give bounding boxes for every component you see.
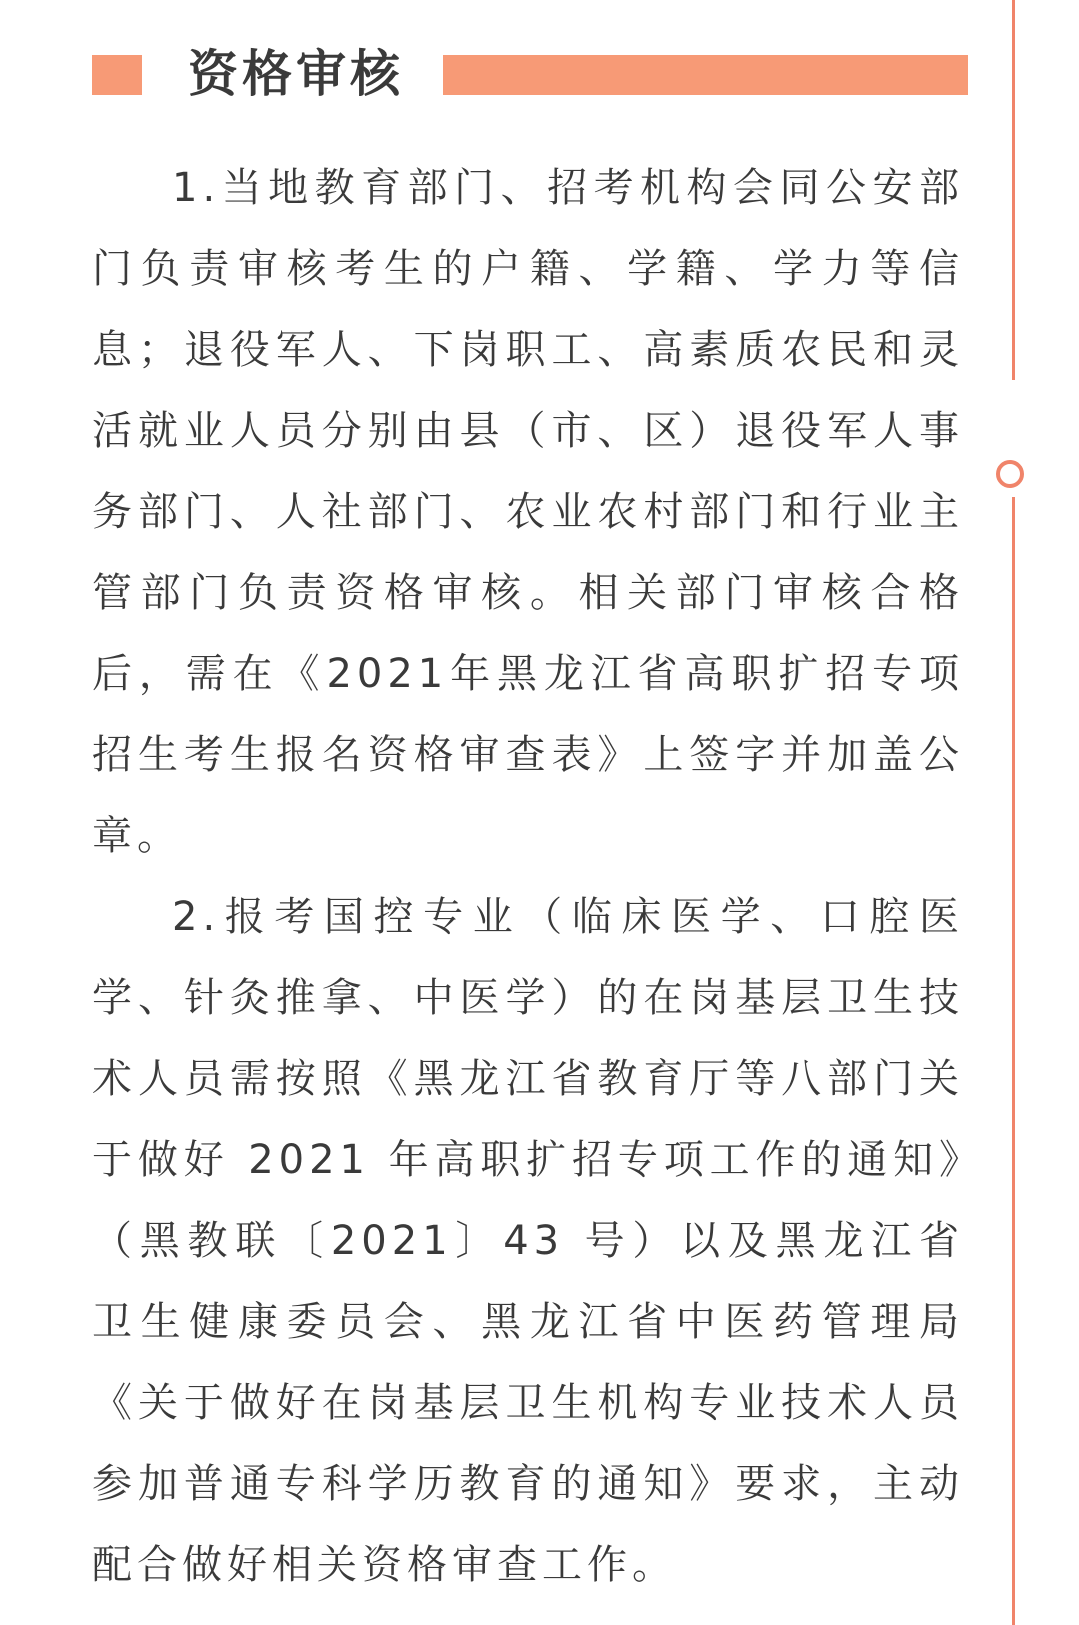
article-body [92, 148, 964, 1606]
timeline-line-bottom [1012, 497, 1015, 1625]
section-title: 资格审核 [188, 45, 404, 103]
timeline-dot-icon [996, 460, 1024, 488]
paragraph-1: 1.当地教育部门、招考机构会同公安部门负责审核考生的户籍、学籍、学力等信息；退役军人、下岗职工、高素质农民和灵活就业人员分别由县（市、区）退役军人事务部门、人社部门、农业农村部门和行业主管部门负责资格审核。相关部门审核合格后，需在《2021年黑龙江省高职扩招专项招生考生报名资格审查表》上签字并加盖公章。 [92, 165, 964, 859]
header-accent-bar-left [92, 55, 142, 95]
paragraph-2: 2.报考国控专业（临床医学、口腔医学、针灸推拿、中医学）的在岗基层卫生技术人员需按照《黑龙江省教育厅等八部门关于做好 2021 年高职扩招专项工作的通知》（黑教联〔2021〕43 号）以及黑龙江省卫生健康委员会、黑龙江省中医药管理局《关于做好在岗基层卫生机构专业技术人员参加普通专科学历教育的通知》要求，主动配合做好相关资格审查工作。 [92, 894, 964, 1588]
section-header [0, 0, 1079, 140]
header-accent-bar-right [443, 55, 968, 95]
timeline-line-top [1012, 0, 1015, 380]
